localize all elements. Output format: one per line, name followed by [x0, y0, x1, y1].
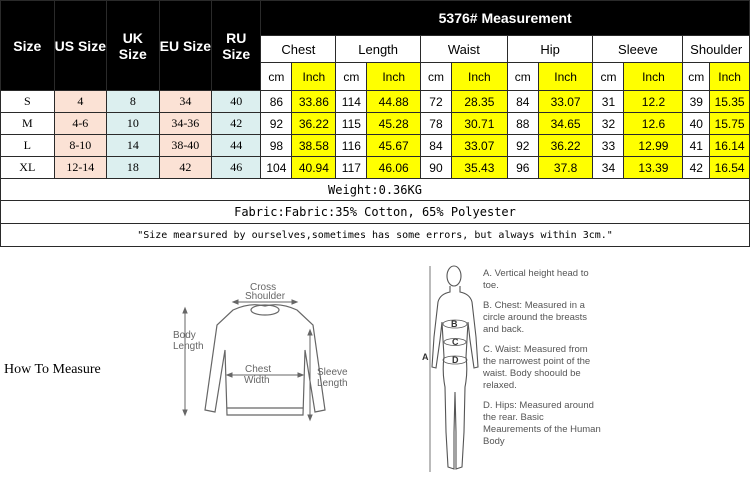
uk-size-cell: 8 [107, 91, 160, 113]
table-row [1, 113, 750, 135]
note-a: A. Vertical height head to toe. [483, 268, 589, 291]
inch-cell: 45.67 [367, 135, 421, 157]
inch-cell: 12.99 [624, 135, 683, 157]
inch-cell: 16.54 [710, 157, 750, 179]
cm-cell: 41 [683, 135, 710, 157]
cm-cell: 114 [336, 91, 367, 113]
unit-cm: cm [683, 63, 710, 91]
uk-size-cell: 18 [107, 157, 160, 179]
how-to-measure-label: How To Measure [4, 362, 101, 377]
inch-cell: 12.2 [624, 91, 683, 113]
cm-cell: 72 [420, 91, 451, 113]
cm-cell: 33 [593, 135, 624, 157]
cm-cell: 96 [507, 157, 538, 179]
header-hip: Hip [507, 36, 593, 63]
header-shoulder: Shoulder [683, 36, 750, 63]
cm-cell: 40 [683, 113, 710, 135]
sleeve-label-2: Length [317, 378, 348, 389]
note-d: D. Hips: Measured around the rear. Basic Meaurements of the Human Body [483, 400, 601, 447]
letter-b: B [451, 319, 458, 329]
body-length-label-1: Body [173, 330, 196, 341]
measurement-note: "Size mearsured by ourselves,sometimes has some errors, but always within 3cm." [1, 224, 750, 247]
inch-cell: 37.8 [538, 157, 593, 179]
us-size-cell: 4 [54, 91, 107, 113]
weight-info: Weight:0.36KG [1, 179, 750, 201]
header-us-size: US Size [54, 1, 107, 91]
letter-d: D [452, 355, 459, 365]
size-cell: M [1, 113, 55, 135]
cm-cell: 42 [683, 157, 710, 179]
inch-cell: 45.28 [367, 113, 421, 135]
inch-cell: 13.39 [624, 157, 683, 179]
cm-cell: 86 [261, 91, 292, 113]
size-cell: L [1, 135, 55, 157]
inch-cell: 40.94 [292, 157, 336, 179]
cm-cell: 84 [420, 135, 451, 157]
body-length-label-2: Length [173, 341, 204, 352]
cm-cell: 117 [336, 157, 367, 179]
note-b: B. Chest: Measured in a circle around the breasts and back. [483, 300, 588, 335]
eu-size-cell: 34-36 [159, 113, 212, 135]
ru-size-cell: 44 [212, 135, 261, 157]
cm-cell: 84 [507, 91, 538, 113]
inch-cell: 28.35 [452, 91, 508, 113]
eu-size-cell: 42 [159, 157, 212, 179]
header-uk-size: UK Size [107, 1, 160, 91]
sweater-diagram [165, 280, 365, 455]
eu-size-cell: 34 [159, 91, 212, 113]
inch-cell: 30.71 [452, 113, 508, 135]
fabric-info: Fabric:Fabric:35% Cotton, 65% Polyester [1, 201, 750, 224]
inch-cell: 34.65 [538, 113, 593, 135]
cm-cell: 32 [593, 113, 624, 135]
inch-cell: 33.07 [452, 135, 508, 157]
body-diagram [412, 262, 482, 490]
inch-cell: 15.75 [710, 113, 750, 135]
table-row [1, 91, 750, 113]
unit-cm: cm [507, 63, 538, 91]
letter-c: C [452, 337, 459, 347]
body-notes [483, 268, 603, 456]
inch-cell: 36.22 [538, 135, 593, 157]
cm-cell: 78 [420, 113, 451, 135]
ru-size-cell: 40 [212, 91, 261, 113]
note-c: C. Waist: Measured from the narrowest point of the waist. Body shoould be relaxed. [483, 344, 591, 391]
chest-label-2: Width [244, 375, 270, 386]
sleeve-label-1: Sleeve [317, 367, 348, 378]
uk-size-cell: 14 [107, 135, 160, 157]
uk-size-cell: 10 [107, 113, 160, 135]
header-waist: Waist [420, 36, 507, 63]
cm-cell: 92 [261, 113, 292, 135]
inch-cell: 15.35 [710, 91, 750, 113]
cm-cell: 34 [593, 157, 624, 179]
header-chest: Chest [261, 36, 336, 63]
header-ru-size: RU Size [212, 1, 261, 91]
inch-cell: 38.58 [292, 135, 336, 157]
ru-size-cell: 42 [212, 113, 261, 135]
unit-inch: Inch [538, 63, 593, 91]
unit-cm: cm [420, 63, 451, 91]
header-size: Size [1, 1, 55, 91]
cross-label-2: Shoulder [245, 291, 286, 302]
us-size-cell: 4-6 [54, 113, 107, 135]
unit-inch: Inch [624, 63, 683, 91]
inch-cell: 35.43 [452, 157, 508, 179]
unit-inch: Inch [367, 63, 421, 91]
header-length: Length [336, 36, 421, 63]
inch-cell: 44.88 [367, 91, 421, 113]
table-row [1, 135, 750, 157]
header-sleeve: Sleeve [593, 36, 683, 63]
unit-inch: Inch [452, 63, 508, 91]
inch-cell: 12.6 [624, 113, 683, 135]
table-title: 5376# Measurement [261, 1, 750, 36]
letter-a: A [422, 352, 429, 362]
ru-size-cell: 46 [212, 157, 261, 179]
unit-cm: cm [593, 63, 624, 91]
cm-cell: 115 [336, 113, 367, 135]
inch-cell: 33.86 [292, 91, 336, 113]
cm-cell: 31 [593, 91, 624, 113]
inch-cell: 33.07 [538, 91, 593, 113]
unit-cm: cm [336, 63, 367, 91]
us-size-cell: 8-10 [54, 135, 107, 157]
unit-inch: Inch [292, 63, 336, 91]
chest-label-1: Chest [245, 364, 272, 375]
unit-inch: Inch [710, 63, 750, 91]
cm-cell: 88 [507, 113, 538, 135]
inch-cell: 16.14 [710, 135, 750, 157]
cm-cell: 116 [336, 135, 367, 157]
size-cell: S [1, 91, 55, 113]
inch-cell: 36.22 [292, 113, 336, 135]
cm-cell: 90 [420, 157, 451, 179]
cm-cell: 39 [683, 91, 710, 113]
header-eu-size: EU Size [159, 1, 212, 91]
eu-size-cell: 38-40 [159, 135, 212, 157]
cm-cell: 92 [507, 135, 538, 157]
inch-cell: 46.06 [367, 157, 421, 179]
unit-cm: cm [261, 63, 292, 91]
table-row [1, 157, 750, 179]
us-size-cell: 12-14 [54, 157, 107, 179]
cross-label-1: Cross [250, 282, 277, 293]
cm-cell: 98 [261, 135, 292, 157]
size-cell: XL [1, 157, 55, 179]
cm-cell: 104 [261, 157, 292, 179]
